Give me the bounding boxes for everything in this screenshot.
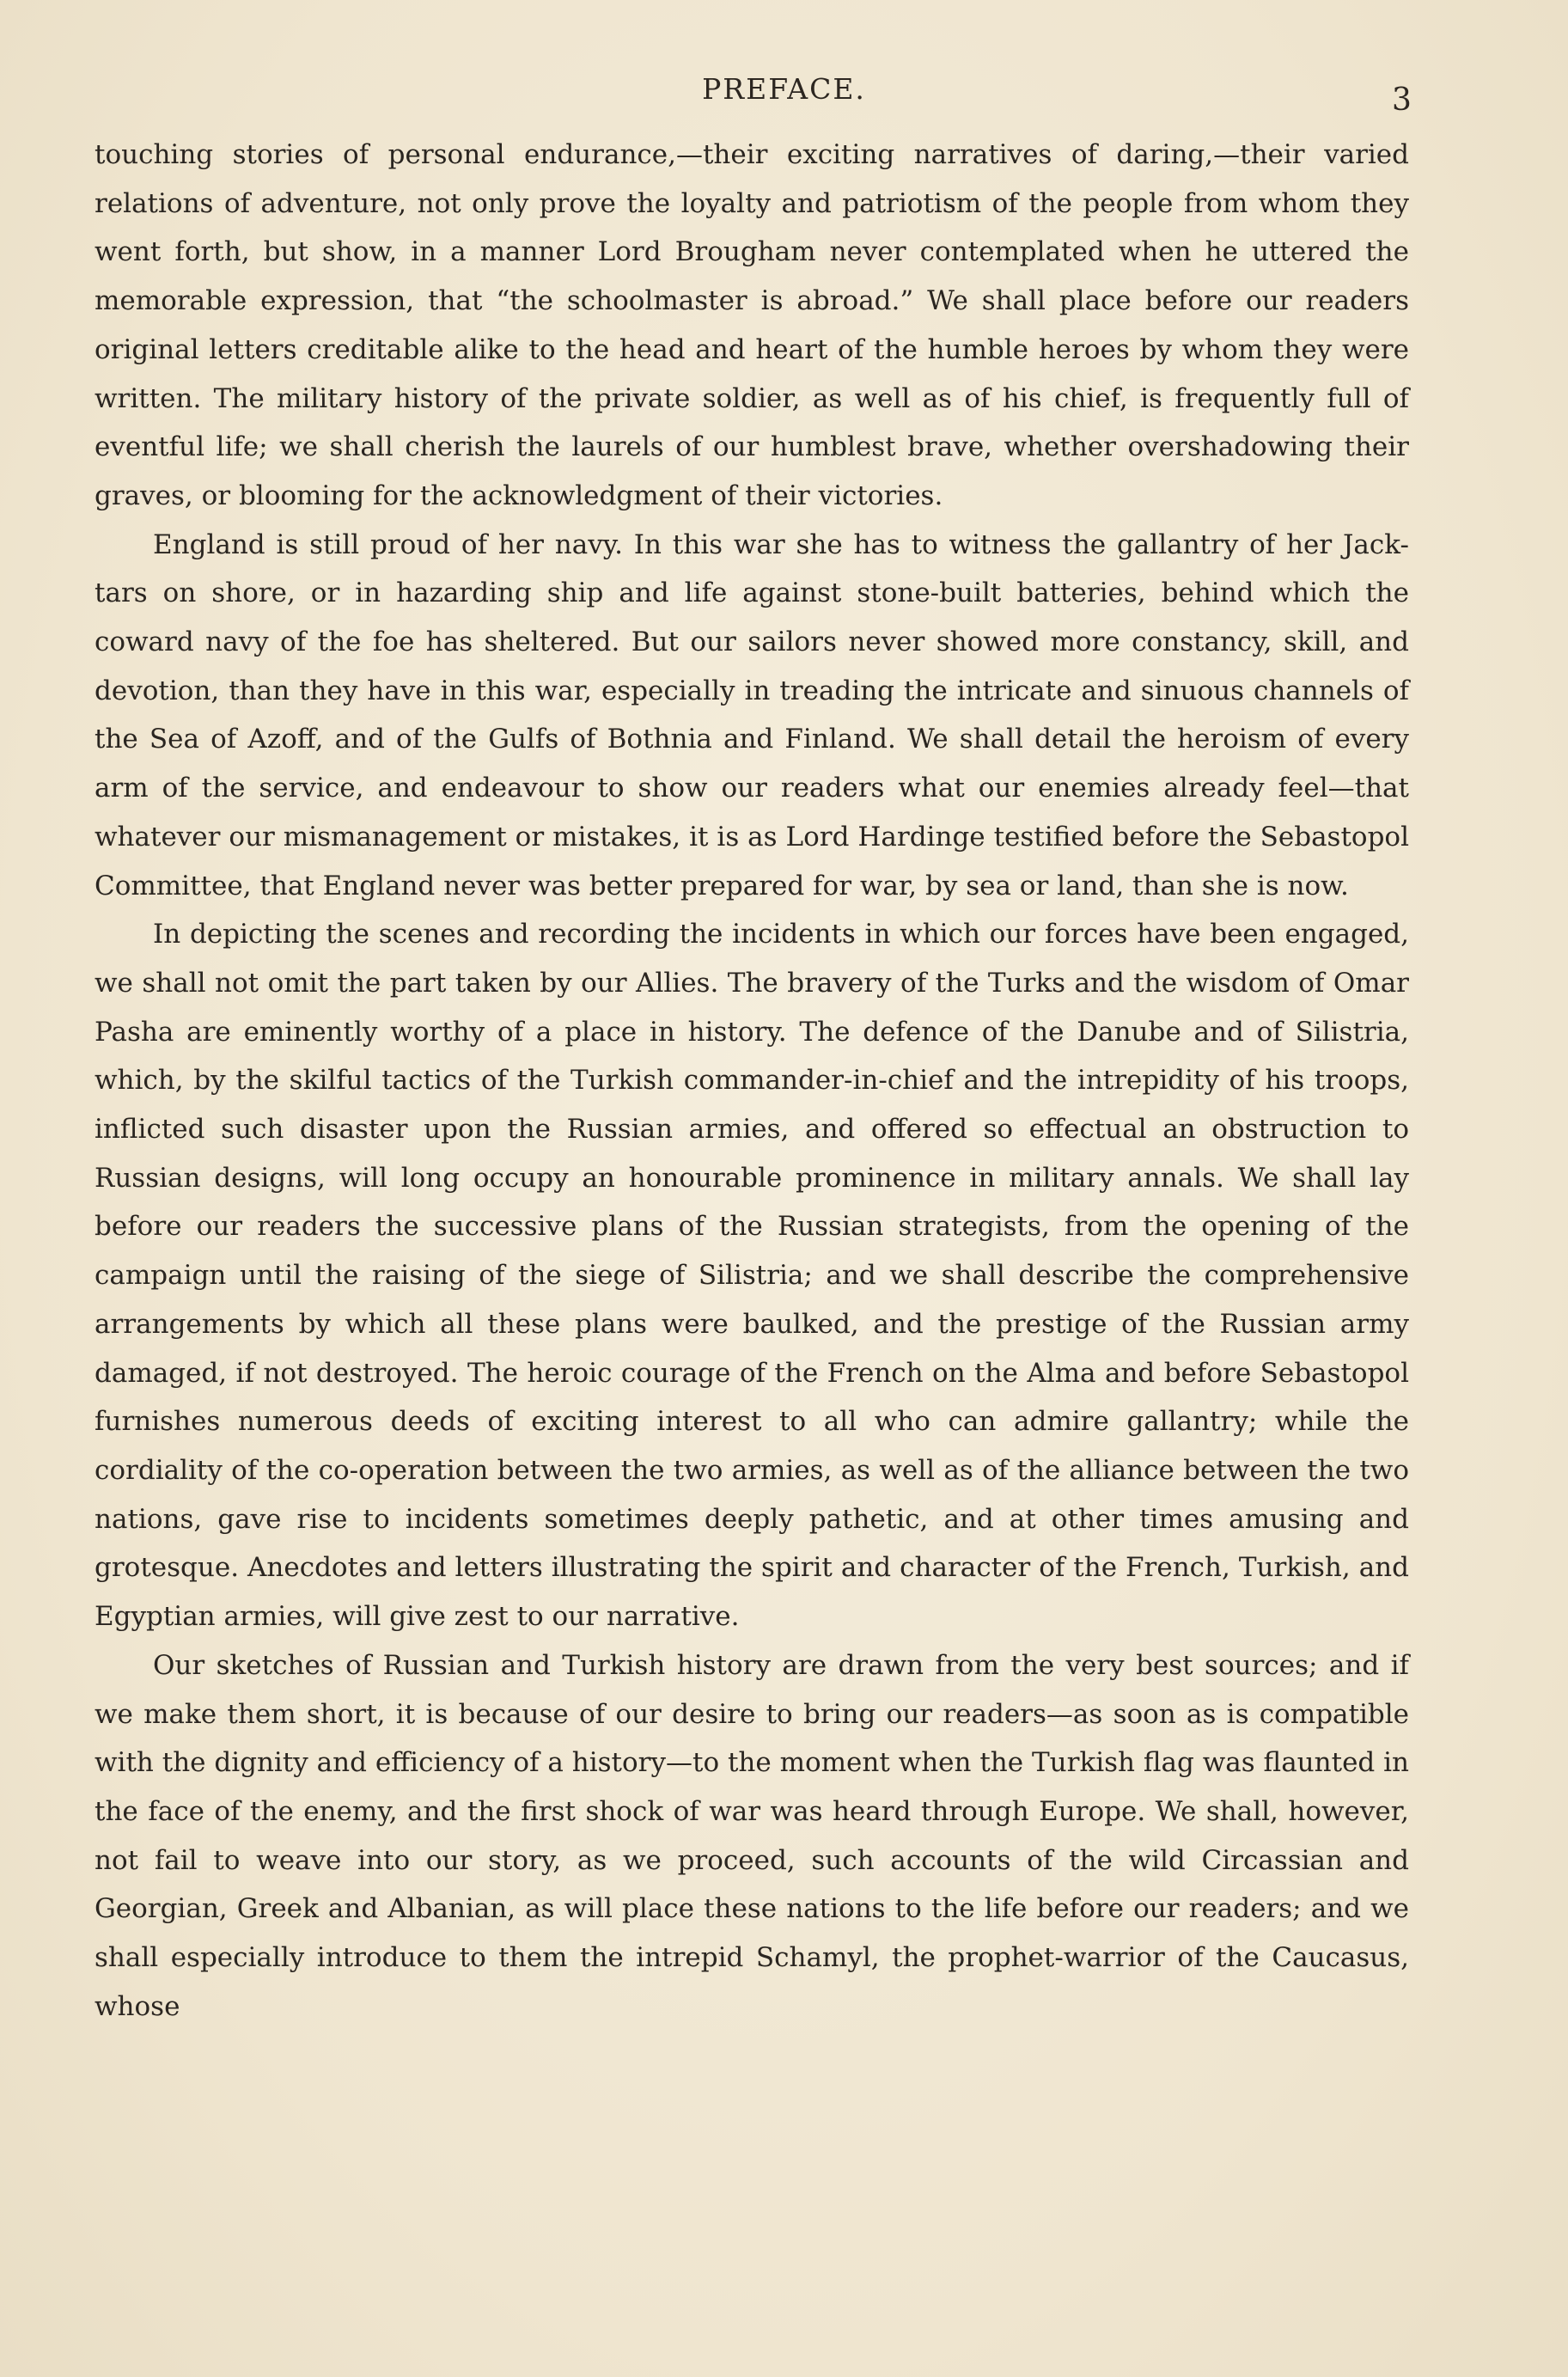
paragraph-3: In depicting the scenes and recording the incidents in which our forces have been engaged, we shall not omit the part taken by our Allies. The bravery of the Turks and the wisdom of Omar Pasha are eminently worthy of a place in history. The defence of the Danube and of Silistria, which, by the skilful tactics of the Turkish commander-in-chief and the intrepidity of his troops, inflicted such disaster upon the Russian armies, and offered so effectual an obstruction to Russian designs, will long occupy an honourable prominence in military annals. We shall lay before our readers the successive plans of the Russian strategists, from the opening of the campaign until the raising of the siege of Silistria; and we shall describe the comprehensive arrangements by which all these plans were baulked, and the prestige of the Russian army damaged, if not destroyed. The heroic courage of the French on the Alma and before Sebastopol furnishes numerous deeds of exciting interest to all who can admire gallantry; while the cordiality of the co-operation between the two armies, as well as of the alliance between the two nations, gave rise to incidents sometimes deeply pathetic, and at other times amusing and grotesque. Anecdotes and letters illustrating the spirit and character of the French, Turkish, and Egyptian armies, will give zest to our narrative. [95,919,1409,1633]
body-text [95,131,1409,2031]
running-head [0,72,1568,124]
running-title: PREFACE. [702,72,866,106]
paragraph-4: Our sketches of Russian and Turkish history are drawn from the very best sources; and if we make them short, it is because of our desire to bring our readers—as soon as is compatible with the dignity and efficiency of a history—to the moment when the Turkish flag was flaunted in the face of the enemy, and the first shock of war was heard through Europe. We shall, however, not fail to weave into our story, as we proceed, such accounts of the wild Circassian and Georgian, Greek and Albanian, as will place these nations to the life before our readers; and we shall especially introduce to them the intrepid Schamyl, the prophet-warrior of the Caucasus, whose [95,1649,1409,2022]
paragraph-1: touching stories of personal endurance,—their exciting narratives of daring,—their varied relations of adventure, not only prove the loyalty and patriotism of the people from whom they went forth, but show, in a manner Lord Brougham never contemplated when he uttered the memorable expression, that “the schoolmaster is abroad.” We shall place before our readers original letters creditable alike to the head and heart of the humble heroes by whom they were written. The military history of the private soldier, as well as of his chief, is frequently full of eventful life; we shall cherish the laurels of our humblest brave, whether overshadowing their graves, or blooming for the acknowledgment of their victories. [95,139,1409,511]
page-number: 3 [1392,82,1412,118]
paragraph-2: England is still proud of her navy. In this war she has to witness the gallantry of her Jack-tars on shore, or in hazarding ship and life against stone-built batteries, behind which the coward navy of the foe has sheltered. But our sailors never showed more constancy, skill, and devotion, than they have in this war, especially in treading the intricate and sinuous channels of the Sea of Azoff, and of the Gulfs of Bothnia and Finland. We shall detail the heroism of every arm of the service, and endeavour to show our readers what our enemies already feel—that whatever our mismanagement or mistakes, it is as Lord Hardinge testified before the Sebastopol Committee, that England never was better prepared for war, by sea or land, than she is now. [95,529,1409,901]
